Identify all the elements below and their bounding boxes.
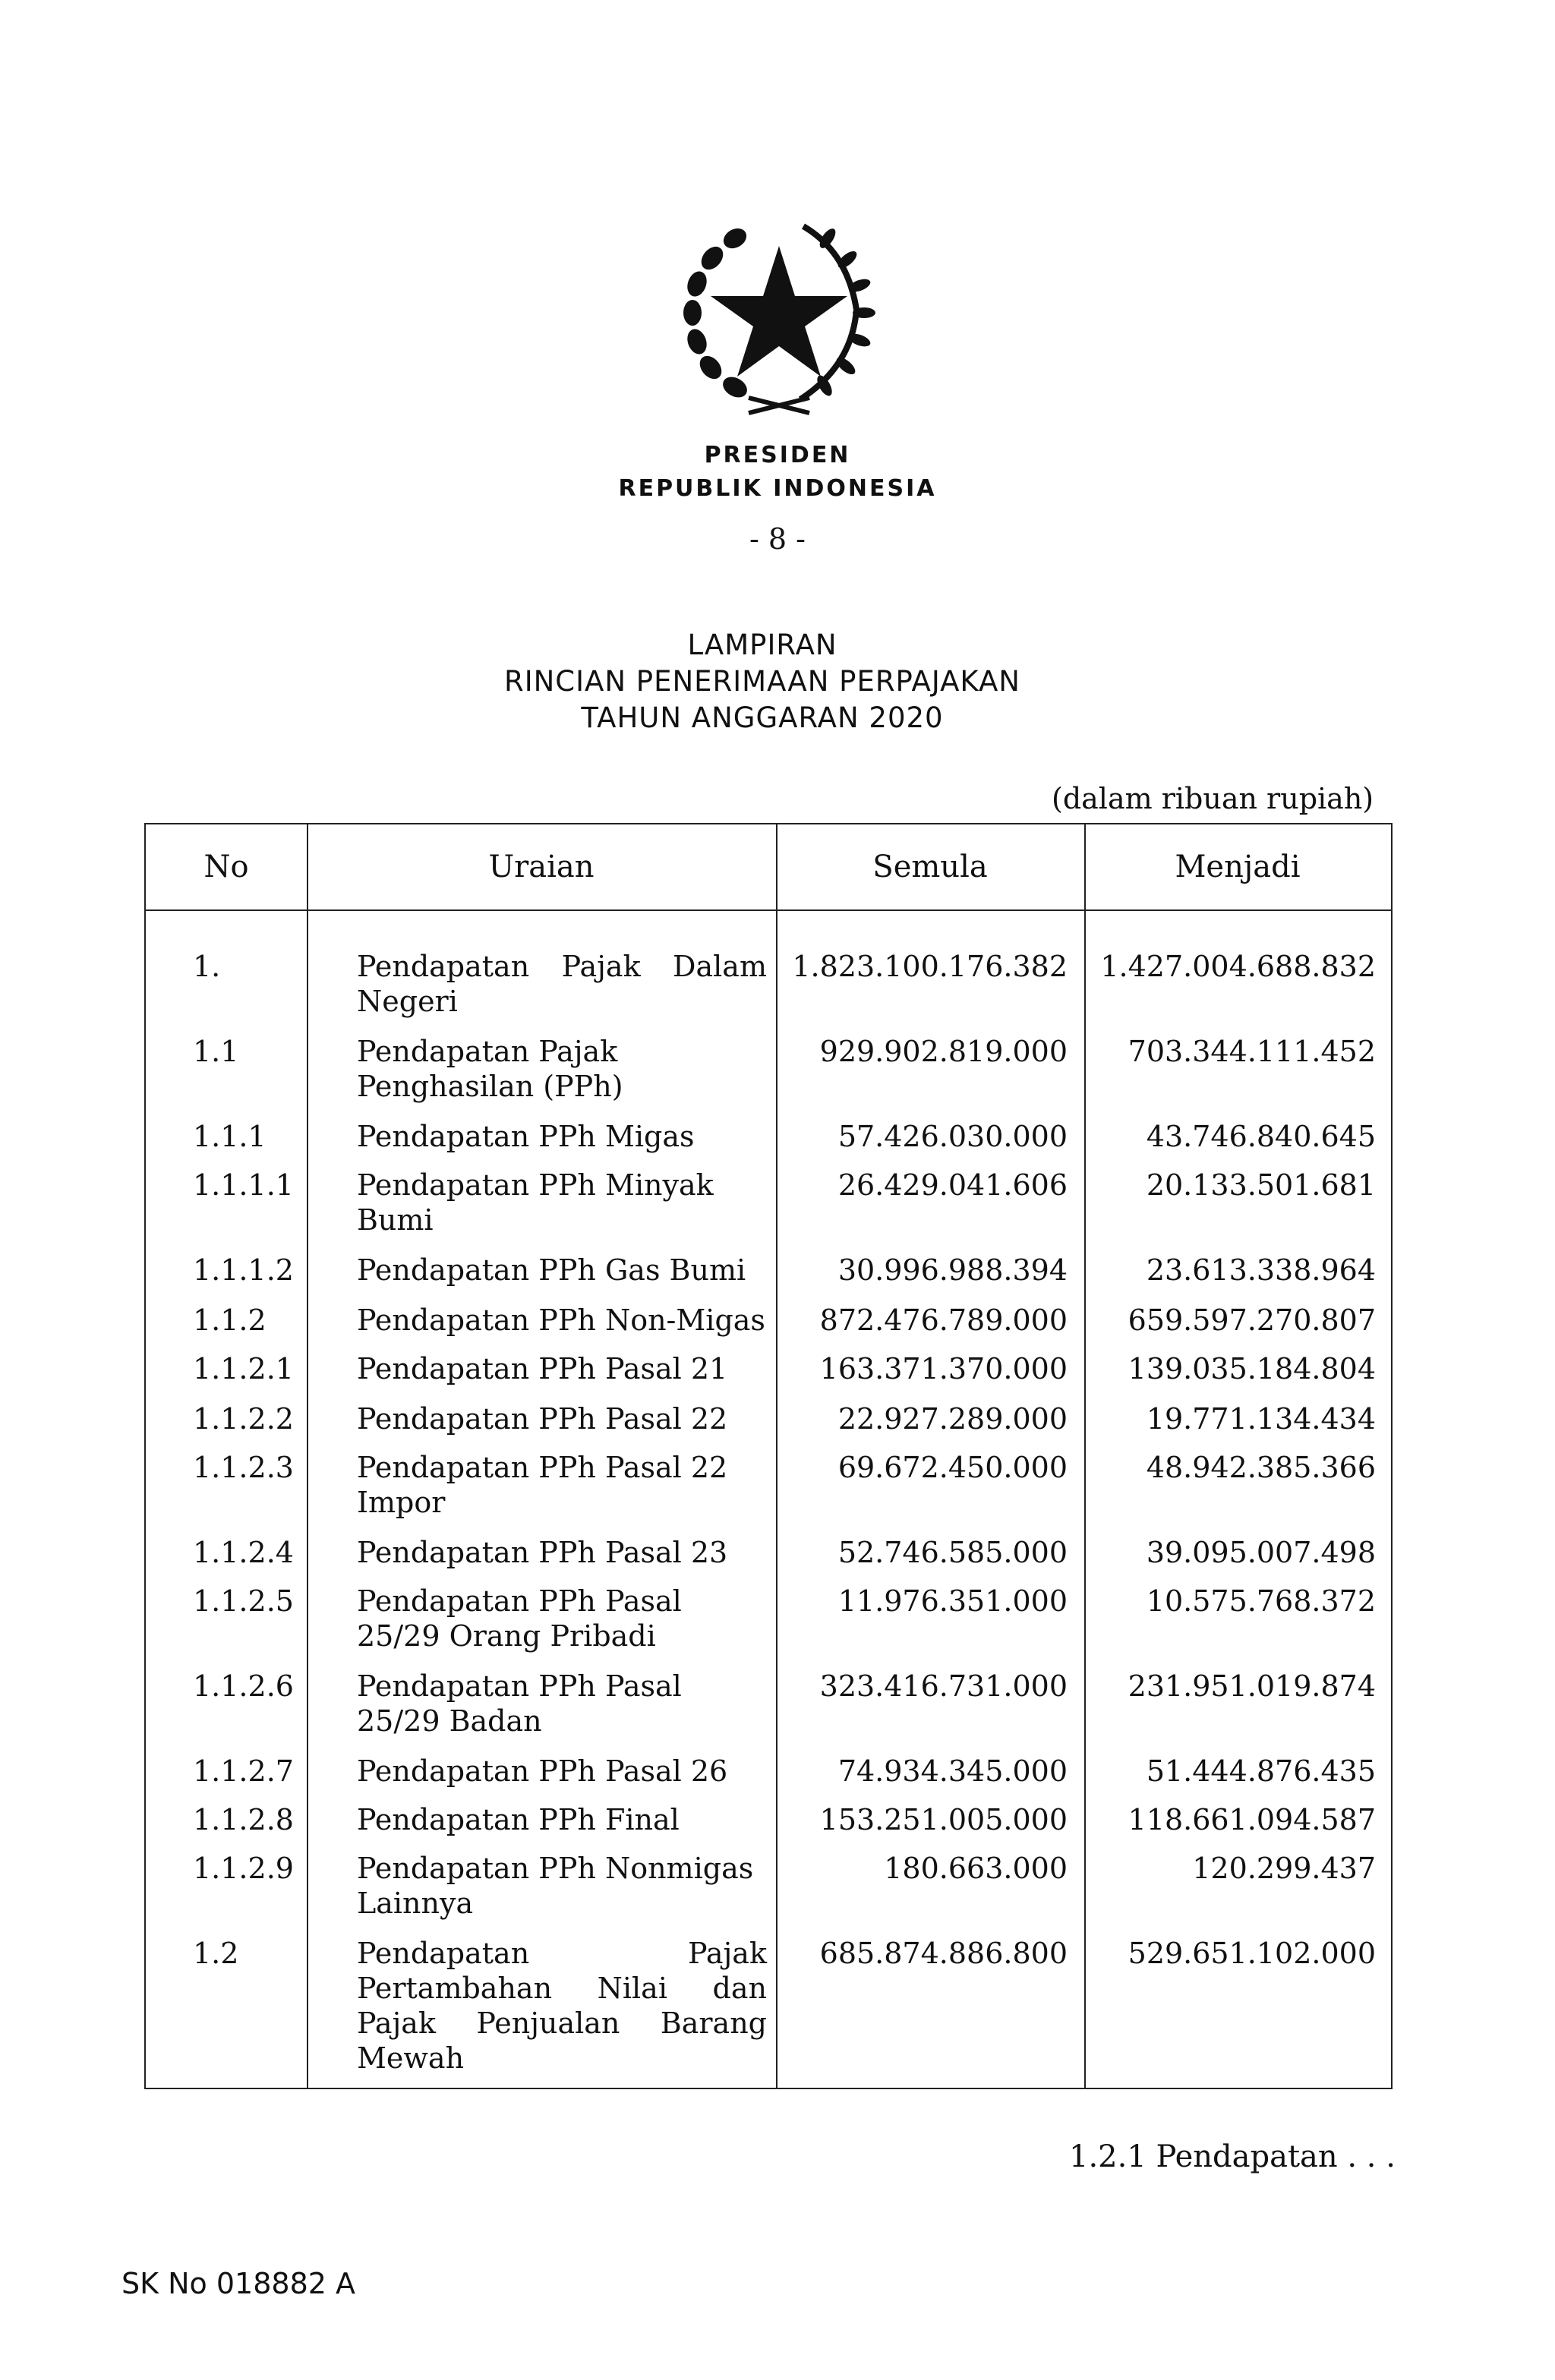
title-tahun-anggaran: TAHUN ANGGARAN 2020	[581, 701, 944, 734]
cell-no: 1.1.2	[193, 1303, 267, 1337]
cell-semula: 929.902.819.000	[819, 1035, 1068, 1068]
column-header-semula: Semula	[872, 850, 988, 884]
cell-menjadi: 10.575.768.372	[1146, 1584, 1376, 1618]
cell-uraian: Pendapatan PPh Pasal 25/29 Badan	[357, 1669, 682, 1738]
cell-uraian: Pendapatan Pajak Dalam Negeri	[357, 950, 767, 1018]
cell-no: 1.1.2.5	[193, 1584, 294, 1618]
sk-number: SK No 018882 A	[121, 2267, 356, 2300]
column-header-menjadi: Menjadi	[1175, 850, 1301, 884]
cell-semula: 69.672.450.000	[837, 1451, 1068, 1484]
cell-uraian: Pendapatan PPh Pasal 21	[357, 1352, 728, 1385]
cell-uraian: Pendapatan Pajak Penghasilan (PPh)	[357, 1035, 623, 1103]
title-rincian: RINCIAN PENERIMAAN PERPAJAKAN	[503, 665, 1020, 698]
cell-menjadi: 51.444.876.435	[1146, 1754, 1376, 1788]
cell-semula: 74.934.345.000	[837, 1754, 1068, 1788]
cell-no: 1.	[193, 950, 221, 983]
cell-menjadi: 39.095.007.498	[1146, 1536, 1376, 1569]
cell-semula: 180.663.000	[884, 1852, 1068, 1885]
cell-uraian: Pendapatan PPh Nonmigas Lainnya	[357, 1852, 754, 1920]
title-lampiran: LAMPIRAN	[687, 629, 837, 661]
cell-menjadi: 48.942.385.366	[1146, 1451, 1376, 1484]
cell-semula: 11.976.351.000	[837, 1584, 1068, 1618]
cell-semula: 685.874.886.800	[819, 1937, 1068, 1970]
cell-menjadi: 19.771.134.434	[1146, 1402, 1376, 1436]
cell-no: 1.1	[193, 1035, 239, 1068]
cell-semula: 1.823.100.176.382	[792, 950, 1068, 983]
cell-uraian: Pendapatan PPh Minyak Bumi	[357, 1168, 714, 1237]
cell-no: 1.1.2.8	[193, 1803, 294, 1836]
cell-no: 1.1.2.4	[193, 1536, 294, 1569]
column-header-uraian: Uraian	[488, 850, 595, 884]
cell-semula: 52.746.585.000	[837, 1536, 1068, 1569]
cell-menjadi: 139.035.184.804	[1128, 1352, 1376, 1385]
column-divider	[307, 824, 308, 2088]
cell-no: 1.1.1.1	[193, 1168, 294, 1202]
cell-uraian: Pendapatan PPh Pasal 26	[357, 1754, 728, 1788]
cell-no: 1.1.2.2	[193, 1402, 294, 1436]
column-header-no: No	[203, 850, 249, 884]
cell-semula: 163.371.370.000	[819, 1352, 1068, 1385]
cell-semula: 153.251.005.000	[819, 1803, 1068, 1836]
cell-semula: 26.429.041.606	[837, 1168, 1068, 1202]
cell-menjadi: 23.613.338.964	[1146, 1253, 1376, 1287]
cell-uraian: Pendapatan Pajak Pertambahan Nilai dan Pajak Penjualan Barang Mewah	[357, 1937, 767, 2075]
cell-semula: 30.996.988.394	[837, 1253, 1068, 1287]
cell-no: 1.1.2.9	[193, 1852, 294, 1885]
header-divider	[146, 909, 1391, 911]
header-presiden: PRESIDEN	[704, 442, 851, 468]
cell-menjadi: 659.597.270.807	[1128, 1303, 1376, 1337]
cell-menjadi: 118.661.094.587	[1128, 1803, 1376, 1836]
cell-semula: 22.927.289.000	[837, 1402, 1068, 1436]
cell-menjadi: 120.299.437	[1192, 1852, 1376, 1885]
revenue-table	[144, 823, 1393, 2089]
cell-uraian: Pendapatan PPh Non-Migas	[357, 1303, 765, 1337]
cell-uraian: Pendapatan PPh Pasal 25/29 Orang Pribadi	[357, 1584, 682, 1653]
cell-uraian: Pendapatan PPh Pasal 23	[357, 1536, 728, 1569]
cell-menjadi: 703.344.111.452	[1128, 1035, 1376, 1068]
cell-menjadi: 231.951.019.874	[1128, 1669, 1376, 1703]
cell-no: 1.1.1.2	[193, 1253, 294, 1287]
cell-no: 1.1.2.7	[193, 1754, 294, 1788]
cell-no: 1.1.2.6	[193, 1669, 294, 1703]
cell-semula: 57.426.030.000	[837, 1120, 1068, 1153]
cell-uraian: Pendapatan PPh Final	[357, 1803, 680, 1836]
header-republik-indonesia: REPUBLIK INDONESIA	[618, 475, 937, 502]
cell-no: 1.1.2.1	[193, 1352, 294, 1385]
cell-uraian: Pendapatan PPh Migas	[357, 1120, 695, 1153]
cell-semula: 323.416.731.000	[819, 1669, 1068, 1703]
cell-uraian: Pendapatan PPh Pasal 22 Impor	[357, 1451, 728, 1519]
page-number: - 8 -	[749, 522, 806, 556]
cell-no: 1.1.1	[193, 1120, 267, 1153]
cell-menjadi: 1.427.004.688.832	[1100, 950, 1376, 983]
cell-uraian: Pendapatan PPh Gas Bumi	[357, 1253, 746, 1287]
presidential-emblem-icon	[665, 199, 893, 427]
cell-no: 1.2	[193, 1937, 239, 1970]
cell-menjadi: 43.746.840.645	[1146, 1120, 1376, 1153]
cell-menjadi: 529.651.102.000	[1128, 1937, 1376, 1970]
unit-note: (dalam ribuan rupiah)	[1052, 782, 1374, 815]
cell-no: 1.1.2.3	[193, 1451, 294, 1484]
cell-semula: 872.476.789.000	[819, 1303, 1068, 1337]
cell-menjadi: 20.133.501.681	[1146, 1168, 1376, 1202]
continuation-text: 1.2.1 Pendapatan . . .	[1069, 2139, 1396, 2174]
cell-uraian: Pendapatan PPh Pasal 22	[357, 1402, 728, 1436]
